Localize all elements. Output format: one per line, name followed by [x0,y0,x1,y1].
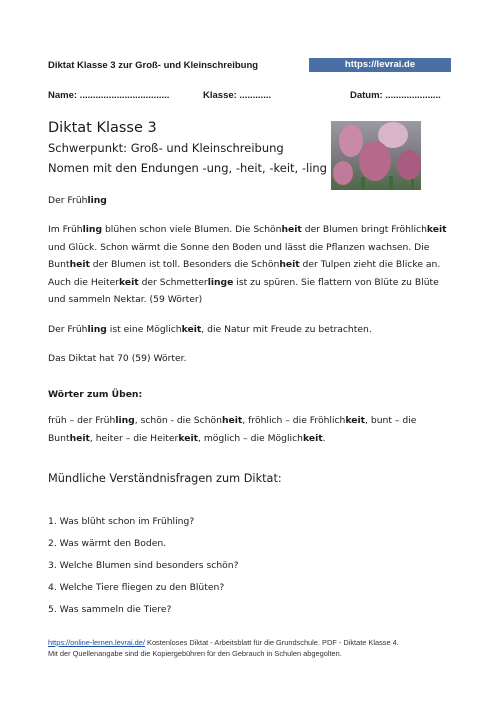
questions-list [48,516,239,626]
practice-line: Buntheit, heiter – die Heiterkeit, möglich – die Möglichkeit. [48,432,326,444]
question-item: 5. Was sammeln die Tiere? [48,604,172,615]
practice-words [48,412,458,447]
story-line: und Glück. Schon wärmt die Sonne den Boden und lässt die Pflanzen wachsen. Die [48,241,430,253]
practice-line: früh – der Frühling, schön - die Schönheit, fröhlich – die Fröhlichkeit, bunt – die [48,415,417,426]
footer-line-1 [48,637,468,648]
story-line: Auch die Heiterkeit der Schmetterlinge ist zu spüren. Sie flattern von Blüte zu Blüte [48,276,439,288]
date-field-label: Datum: ..................... [350,90,441,101]
story-line: Der Frühling ist eine Möglichkeit, die Natur mit Freude zu betrachten. [48,324,372,335]
footer-link[interactable]: https://online-lernen.levrai.de/ [48,638,145,647]
worksheet-header-title: Diktat Klasse 3 zur Groß- und Kleinschreibung [48,60,259,71]
focus-heading: Schwerpunkt: Groß- und Kleinschreibung [48,141,284,155]
footer-note [48,637,468,659]
page-title: Diktat Klasse 3 [48,120,157,136]
story-title-text: Der Frühling [48,195,107,206]
question-item: 1. Was blüht schon im Frühling? [48,516,195,527]
story-closing-sentence [48,321,372,339]
word-count: Das Diktat hat 70 (59) Wörter. [48,353,187,364]
question-item: 4. Welche Tiere fliegen zu den Blüten? [48,582,225,593]
question-item: 2. Was wärmt den Boden. [48,538,167,549]
story-line: und sammeln Nektar. (59 Wörter) [48,294,203,305]
site-link-badge[interactable]: https://levrai.de [309,58,451,72]
story-paragraph [48,221,458,309]
name-field-label: Name: .................................. [48,90,170,101]
story-line: Buntheit der Blumen ist toll. Besonders die Schönheit der Tulpen zieht die Blicke an. [48,259,441,270]
topic-heading: Nomen mit den Endungen -ung, -heit, -keit, -ling [48,161,327,175]
footer-line-1-text: Kostenloses Diktat - Arbeitsblatt für die Grundschule. PDF - Diktate Klasse 4. [144,638,399,647]
question-item: 3. Welche Blumen sind besonders schön? [48,560,239,571]
footer-line-2: Mit der Quellenangabe sind die Kopiergebühren für den Gebrauch in Schulen abgegolten. [48,649,342,658]
tulip-photo [331,121,421,190]
class-field-label: Klasse: ............ [203,90,272,101]
questions-heading: Mündliche Verständnisfragen zum Diktat: [48,472,282,485]
story-title [48,192,107,210]
practice-heading: Wörter zum Üben: [48,389,143,400]
story-line: Im Frühling blühen schon viele Blumen. Die Schönheit der Blumen bringt Fröhlichkeit [48,224,447,235]
